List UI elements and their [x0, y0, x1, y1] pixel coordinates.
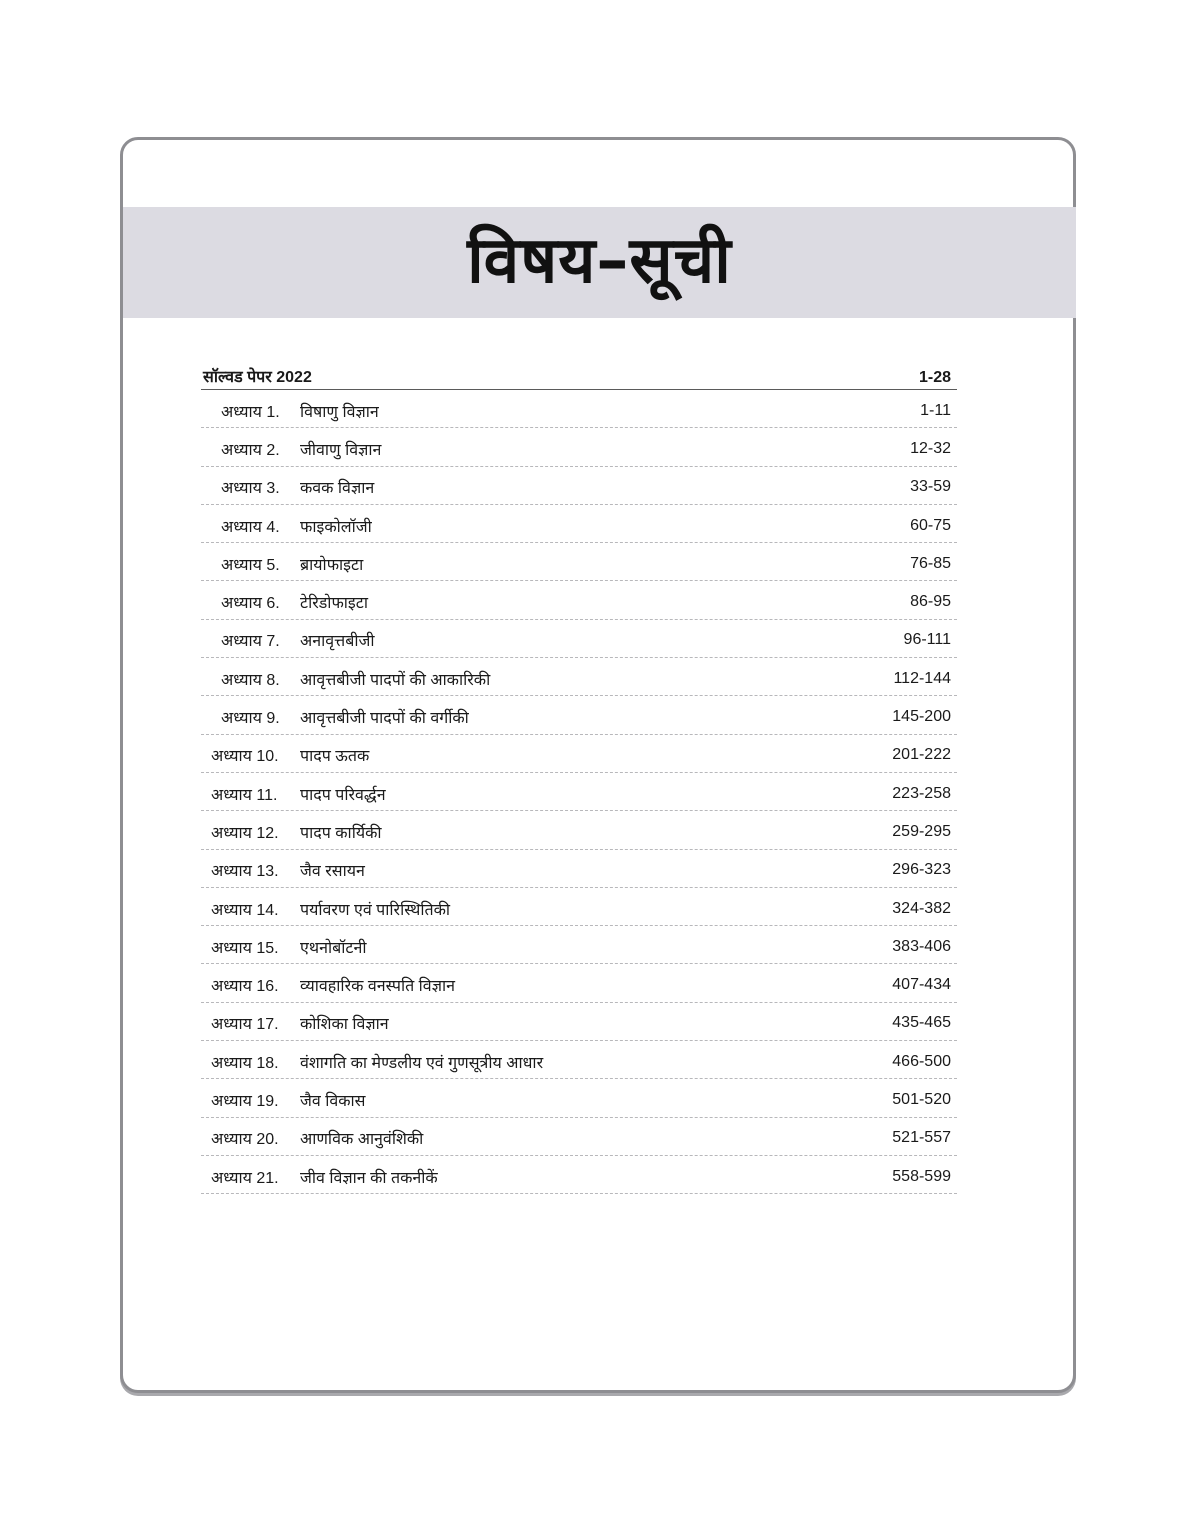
- toc-chapter-18[interactable]: [201, 1041, 957, 1079]
- chapter-pages: 76-85: [910, 554, 951, 572]
- chapter-pages: 296-323: [892, 861, 951, 879]
- chapter-pages: 223-258: [892, 784, 951, 802]
- chapter-pages: 112-144: [893, 669, 951, 687]
- chapter-pages: 324-382: [892, 899, 951, 917]
- chapter-label: अध्याय 14.: [211, 901, 279, 919]
- toc-chapter-4[interactable]: [201, 505, 957, 543]
- chapter-title: वंशागति का मेण्डलीय एवं गुणसूत्रीय आधार: [300, 1054, 544, 1072]
- chapter-pages: 145-200: [892, 708, 951, 726]
- toc-chapter-17[interactable]: [201, 1003, 957, 1041]
- chapter-label: अध्याय 12.: [211, 824, 279, 842]
- toc-section-solved-paper[interactable]: [201, 360, 957, 390]
- chapter-pages: 407-434: [892, 976, 951, 994]
- table-of-contents: [201, 360, 957, 1194]
- toc-chapter-9[interactable]: [201, 696, 957, 734]
- chapter-label: अध्याय 20.: [211, 1131, 279, 1149]
- chapter-label: अध्याय 21.: [211, 1169, 279, 1187]
- chapter-title: कवक विज्ञान: [300, 480, 375, 498]
- chapter-title: टेरिडोफाइटा: [300, 595, 369, 613]
- chapter-label: अध्याय 11.: [211, 786, 278, 804]
- toc-chapter-20[interactable]: [201, 1118, 957, 1156]
- chapter-title: एथनोबॉटनी: [300, 939, 367, 957]
- chapter-label: अध्याय 17.: [211, 1016, 279, 1034]
- section-title: सॉल्वड पेपर 2022: [203, 369, 312, 386]
- toc-chapter-15[interactable]: [201, 926, 957, 964]
- chapter-title: जैव विकास: [300, 1092, 366, 1110]
- chapter-label: अध्याय 3.: [221, 480, 280, 498]
- chapter-label: अध्याय 2.: [221, 441, 280, 459]
- chapter-title: जैव रसायन: [300, 863, 365, 881]
- chapter-title: अनावृत्तबीजी: [300, 633, 375, 651]
- chapter-pages: 1-11: [920, 401, 951, 419]
- chapter-title: पादप कार्यिकी: [300, 824, 382, 842]
- chapter-label: अध्याय 7.: [221, 633, 280, 651]
- chapter-pages: 86-95: [910, 593, 951, 611]
- toc-chapter-6[interactable]: [201, 581, 957, 619]
- chapter-title: पादप ऊतक: [300, 748, 370, 766]
- chapter-label: अध्याय 16.: [211, 978, 279, 996]
- chapter-label: अध्याय 18.: [211, 1054, 279, 1072]
- chapter-title: कोशिका विज्ञान: [300, 1016, 389, 1034]
- chapter-title: जीव विज्ञान की तकनीकें: [300, 1169, 438, 1187]
- toc-chapter-3[interactable]: [201, 467, 957, 505]
- chapter-label: अध्याय 5.: [221, 556, 280, 574]
- toc-chapter-19[interactable]: [201, 1079, 957, 1117]
- chapter-list: [201, 390, 957, 1194]
- chapter-title: आवृत्तबीजी पादपों की आकारिकी: [300, 671, 491, 689]
- title-band: [123, 207, 1076, 318]
- chapter-label: अध्याय 9.: [221, 710, 280, 728]
- chapter-label: अध्याय 15.: [211, 939, 279, 957]
- chapter-pages: 521-557: [892, 1129, 951, 1147]
- section-pages: 1-28: [918, 369, 951, 386]
- chapter-label: अध्याय 4.: [221, 518, 280, 536]
- toc-chapter-21[interactable]: [201, 1156, 957, 1194]
- chapter-label: अध्याय 13.: [211, 863, 279, 881]
- chapter-title: पादप परिवर्द्धन: [300, 786, 386, 804]
- chapter-label: अध्याय 8.: [221, 671, 280, 689]
- chapter-title: आवृत्तबीजी पादपों की वर्गीकी: [300, 710, 469, 728]
- chapter-title: आणविक आनुवंशिकी: [300, 1131, 424, 1149]
- chapter-label: अध्याय 10.: [211, 748, 279, 766]
- chapter-label: अध्याय 1.: [221, 403, 280, 421]
- chapter-pages: 60-75: [910, 516, 951, 534]
- chapter-pages: 558-599: [892, 1167, 951, 1185]
- chapter-pages: 201-222: [892, 746, 951, 764]
- toc-chapter-14[interactable]: [201, 888, 957, 926]
- chapter-title: जीवाणु विज्ञान: [300, 441, 382, 459]
- toc-chapter-1[interactable]: [201, 390, 957, 428]
- toc-chapter-16[interactable]: [201, 964, 957, 1002]
- toc-chapter-13[interactable]: [201, 850, 957, 888]
- chapter-title: ब्रायोफाइटा: [300, 556, 364, 574]
- chapter-pages: 259-295: [892, 822, 951, 840]
- chapter-pages: 501-520: [892, 1090, 951, 1108]
- toc-chapter-2[interactable]: [201, 428, 957, 466]
- chapter-label: अध्याय 19.: [211, 1092, 279, 1110]
- toc-chapter-7[interactable]: [201, 620, 957, 658]
- chapter-title: व्यावहारिक वनस्पति विज्ञान: [300, 978, 455, 996]
- toc-chapter-8[interactable]: [201, 658, 957, 696]
- chapter-title: फाइकोलॉजी: [300, 518, 372, 536]
- chapter-pages: 96-111: [903, 631, 951, 649]
- toc-chapter-12[interactable]: [201, 811, 957, 849]
- chapter-pages: 466-500: [892, 1052, 951, 1070]
- toc-chapter-5[interactable]: [201, 543, 957, 581]
- chapter-title: विषाणु विज्ञान: [300, 403, 379, 421]
- chapter-pages: 383-406: [892, 937, 951, 955]
- chapter-pages: 12-32: [910, 439, 951, 457]
- page-title: विषय–सूची: [467, 223, 732, 298]
- toc-chapter-11[interactable]: [201, 773, 957, 811]
- chapter-title: पर्यावरण एवं पारिस्थितिकी: [300, 901, 451, 919]
- toc-chapter-10[interactable]: [201, 735, 957, 773]
- chapter-pages: 435-465: [892, 1014, 951, 1032]
- chapter-pages: 33-59: [910, 478, 951, 496]
- chapter-label: अध्याय 6.: [221, 595, 280, 613]
